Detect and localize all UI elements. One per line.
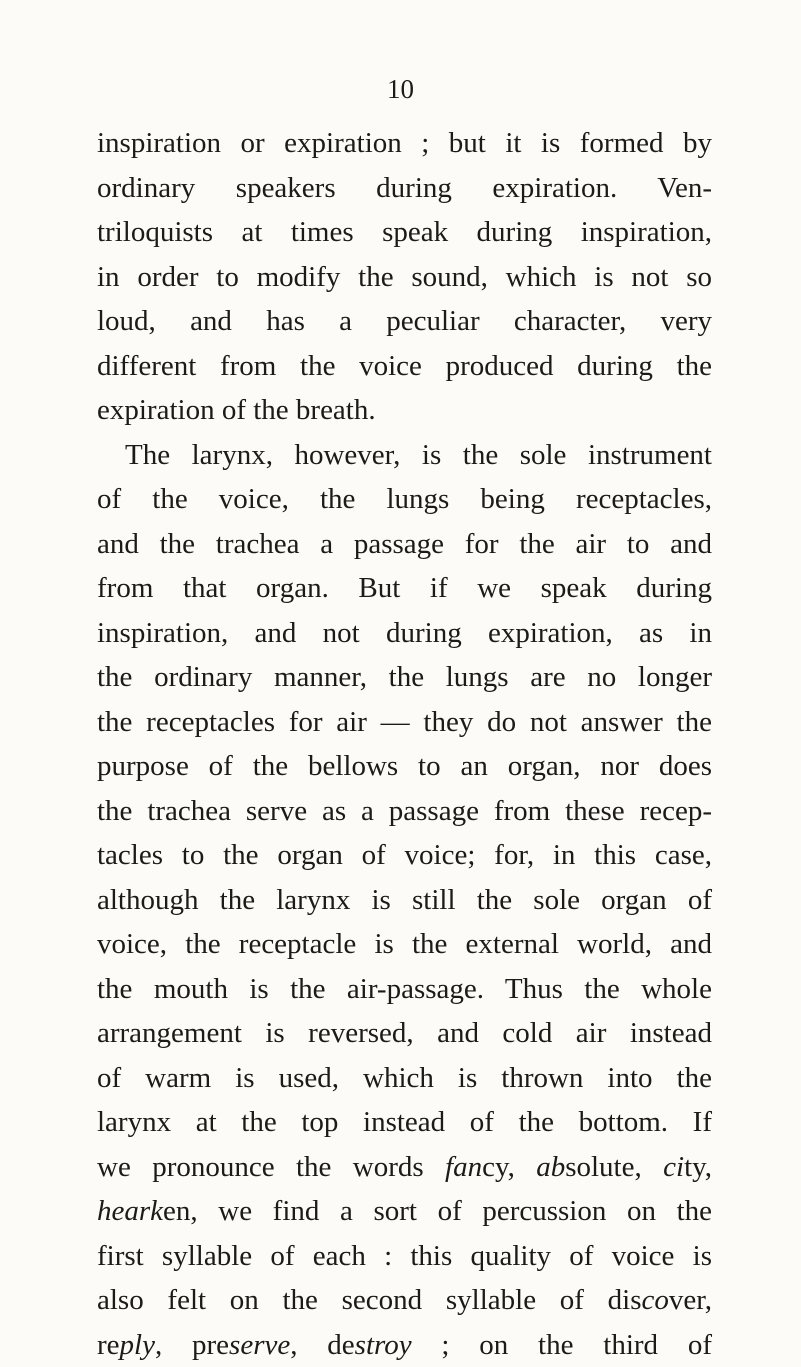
text-segment: en, we find a sort of percussion on the bbox=[163, 1195, 712, 1227]
text-line: arrangement is reversed, and cold air instead bbox=[97, 1017, 712, 1049]
text-line: of warm is used, which is thrown into the bbox=[97, 1061, 712, 1094]
text-line-with-italics bbox=[97, 1189, 712, 1234]
text-line-with-italics bbox=[97, 1278, 712, 1323]
text-line: tacles to the organ of voice; for, in this case, bbox=[97, 839, 712, 871]
text-line-with-italics bbox=[97, 1145, 712, 1190]
text-line: first syllable of each : this quality of voice is bbox=[97, 1239, 712, 1272]
italic-syllable: ci bbox=[663, 1150, 685, 1183]
text-line: voice, the receptacle is the external world, and bbox=[97, 928, 712, 960]
text-segment: cy, bbox=[482, 1150, 537, 1183]
italic-syllable: fan bbox=[445, 1150, 483, 1183]
text-segment: ver, bbox=[668, 1284, 712, 1316]
text-segment: , de bbox=[290, 1328, 355, 1361]
italic-syllable: serve bbox=[229, 1328, 291, 1361]
text-segment: solute, bbox=[565, 1150, 664, 1183]
paragraph-start-line: The larynx, however, is the sole instrument bbox=[125, 438, 712, 471]
text-line: the mouth is the air-passage. Thus the whole bbox=[97, 972, 712, 1005]
text-segment: we pronounce the words bbox=[97, 1150, 446, 1183]
text-segment: also felt on the second syllable of dis bbox=[97, 1284, 642, 1316]
text-segment: ; on the third of bbox=[411, 1328, 712, 1361]
text-line: the ordinary manner, the lungs are no longer bbox=[97, 661, 712, 693]
text-line: loud, and has a peculiar character, very bbox=[97, 305, 712, 337]
text-line: expiration of the breath. bbox=[97, 394, 376, 426]
text-line: the receptacles for air — they do not answer the bbox=[97, 705, 712, 738]
body-text bbox=[97, 121, 712, 1367]
text-line: different from the voice produced during the bbox=[97, 349, 712, 382]
text-segment: ty, bbox=[684, 1150, 712, 1183]
text-line: in order to modify the sound, which is not so bbox=[97, 260, 712, 293]
page-number: 10 bbox=[387, 74, 414, 104]
text-line: larynx at the top instead of the bottom. If bbox=[97, 1106, 712, 1138]
text-line: and the trachea a passage for the air to and bbox=[97, 527, 712, 560]
italic-syllable: co bbox=[641, 1284, 669, 1316]
text-line: ordinary speakers during expiration. Ven- bbox=[97, 171, 712, 204]
italic-syllable: ply bbox=[119, 1328, 155, 1361]
italic-syllable: heark bbox=[97, 1195, 164, 1227]
text-line: inspiration or expiration ; but it is formed by bbox=[97, 127, 712, 159]
text-line-with-italics bbox=[97, 1323, 712, 1367]
text-line: although the larynx is still the sole organ of bbox=[97, 883, 712, 916]
italic-syllable: stroy bbox=[354, 1328, 412, 1361]
text-segment: , pre bbox=[154, 1328, 230, 1361]
text-line: inspiration, and not during expiration, as in bbox=[97, 616, 712, 649]
italic-syllable: ab bbox=[536, 1150, 566, 1183]
text-line: of the voice, the lungs being receptacles, bbox=[97, 483, 712, 515]
text-segment: re bbox=[97, 1328, 120, 1361]
text-line: the trachea serve as a passage from these recep- bbox=[97, 794, 712, 827]
text-line: from that organ. But if we speak during bbox=[97, 572, 712, 604]
text-line: triloquists at times speak during inspiration, bbox=[97, 216, 712, 248]
text-line: purpose of the bellows to an organ, nor does bbox=[97, 750, 712, 782]
